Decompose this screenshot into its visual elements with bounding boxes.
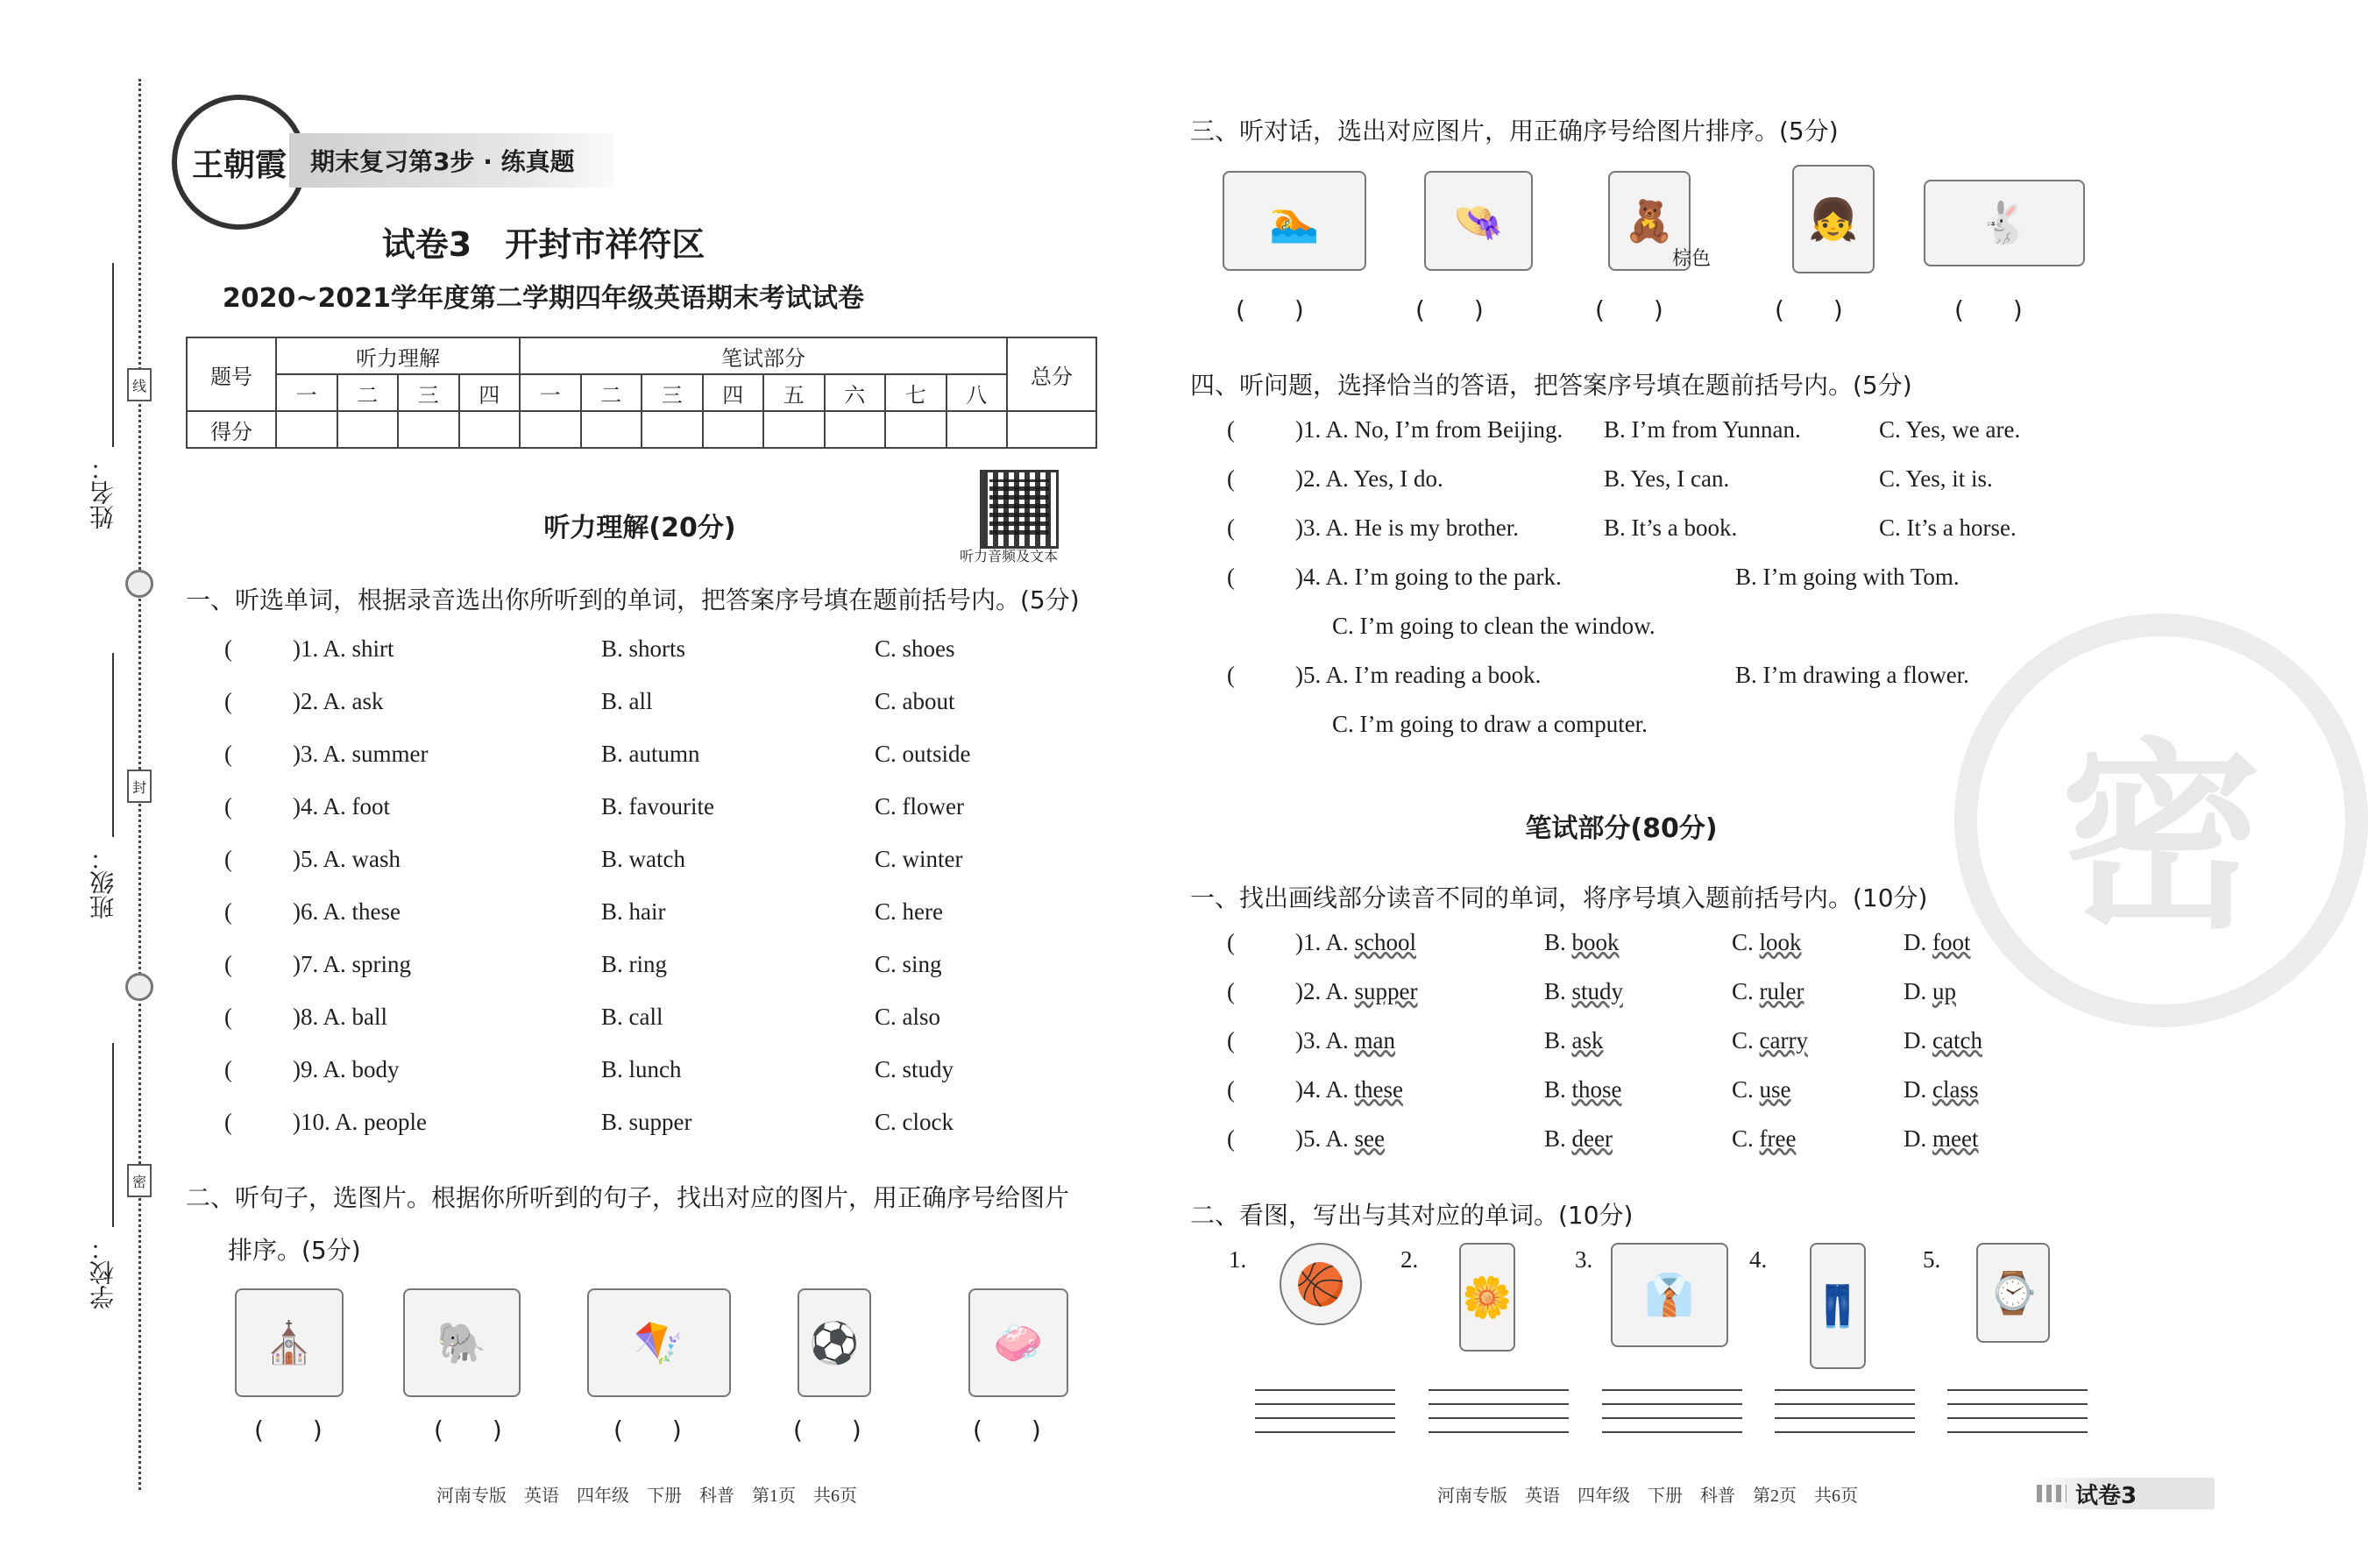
option-a: )2. A. supper <box>1295 978 1418 1004</box>
item-number: 5. <box>1923 1246 1941 1273</box>
class-field[interactable] <box>112 653 114 837</box>
kite-park-picture: 🪁 <box>587 1288 731 1397</box>
header-banner <box>289 133 613 188</box>
swimming-picture: 🏊 <box>1223 171 1366 271</box>
score-cell[interactable] <box>276 411 337 448</box>
part-header: 四 <box>459 374 521 411</box>
option-b: B. shorts <box>601 635 686 662</box>
answer-bracket[interactable]: ( <box>224 1109 232 1135</box>
answer-bracket[interactable]: ( <box>224 793 232 819</box>
binding-knot-icon <box>125 570 153 598</box>
score-cell[interactable] <box>520 411 581 448</box>
part-header: 一 <box>276 374 337 411</box>
answer-bracket[interactable]: ( ) <box>793 1415 861 1444</box>
writing-lines[interactable] <box>1255 1389 1395 1445</box>
binding-knot-icon <box>125 973 153 1001</box>
answer-bracket[interactable]: ( <box>1227 1125 1235 1152</box>
option-c: C. carry <box>1732 1027 1808 1054</box>
answer-bracket[interactable]: ( <box>1227 1076 1235 1103</box>
part-header: 八 <box>946 374 1008 411</box>
option-c: C. I’m going to draw a computer. <box>1332 711 1648 737</box>
name-label: 姓名： <box>89 456 117 529</box>
answer-bracket[interactable]: ( <box>1227 929 1235 955</box>
score-cell[interactable] <box>885 411 946 448</box>
option-b: B. Yes, I can. <box>1604 465 1730 492</box>
option-c: C. winter <box>875 846 963 872</box>
score-cell[interactable] <box>1007 411 1096 448</box>
option-c: C. here <box>875 898 943 925</box>
option-a: )6. A. these <box>293 898 401 925</box>
option-a: )2. A. Yes, I do. <box>1295 465 1443 492</box>
part-header: 五 <box>763 374 825 411</box>
shirt-picture: 👔 <box>1611 1243 1728 1347</box>
item-number: 3. <box>1575 1246 1593 1273</box>
option-b: B. lunch <box>601 1056 682 1082</box>
seal-mark: 密 <box>127 1164 152 1197</box>
listening-header: 听力理解 <box>276 337 520 374</box>
option-a: )4. A. these <box>1295 1076 1403 1103</box>
score-cell[interactable] <box>581 411 642 448</box>
option-c: C. use <box>1732 1076 1791 1103</box>
part-header: 三 <box>398 374 459 411</box>
answer-bracket[interactable]: ( ) <box>254 1415 323 1444</box>
answer-bracket[interactable]: ( <box>224 635 232 662</box>
answer-bracket[interactable]: ( <box>224 846 232 872</box>
watch-picture: ⌚ <box>1976 1243 2050 1343</box>
brand-logo <box>172 95 307 230</box>
answer-bracket[interactable]: ( <box>224 688 232 714</box>
option-b: B. I’m going with Tom. <box>1735 564 1960 590</box>
score-cell[interactable] <box>337 411 399 448</box>
option-c: C. study <box>875 1056 954 1082</box>
option-a: )5. A. see <box>1295 1125 1385 1152</box>
part1-instruction: 一、听选单词，根据录音选出你所听到的单词，把答案序号填在题前括号内。(5分) <box>186 585 1080 614</box>
answer-bracket[interactable]: ( ) <box>1236 295 1304 324</box>
confidential-watermark <box>1954 614 2368 1027</box>
option-c: C. I’m going to clean the window. <box>1332 613 1655 639</box>
option-a: )1. A. school <box>1295 929 1416 955</box>
col-label: 题号 <box>187 337 276 411</box>
page-title: 试卷3 开封市祥符区 <box>381 225 705 264</box>
writing-lines[interactable] <box>1947 1389 2088 1445</box>
writing-heading: 笔试部分(80分) <box>1525 813 1718 844</box>
option-c: C. shoes <box>875 635 955 662</box>
part4-instruction: 四、听问题，选择恰当的答语，把答案序号填在题前括号内。(5分) <box>1190 371 1912 400</box>
answer-bracket[interactable]: ( <box>1227 416 1235 443</box>
option-a: )1. A. shirt <box>293 635 394 662</box>
option-a: )8. A. ball <box>293 1004 387 1030</box>
option-b: B. I’m from Yunnan. <box>1604 416 1801 443</box>
score-cell[interactable] <box>703 411 764 448</box>
part-header: 四 <box>703 374 764 411</box>
watermark-text: 密 <box>2060 721 2262 956</box>
answer-bracket[interactable]: ( ) <box>1954 295 2023 324</box>
option-c: C. outside <box>875 741 971 767</box>
option-a: )7. A. spring <box>293 951 411 977</box>
option-b: B. ring <box>601 951 668 977</box>
boy-washing-picture: 🧼 <box>968 1288 1068 1397</box>
answer-bracket[interactable]: ( <box>224 1056 232 1082</box>
option-b: B. autumn <box>601 741 700 767</box>
option-b: B. supper <box>601 1109 692 1135</box>
paper-tag-text: 试卷3 <box>2075 1482 2138 1509</box>
teddy-bear-picture: 🧸 <box>1608 171 1691 271</box>
school-field[interactable] <box>112 1043 114 1227</box>
item-number: 2. <box>1400 1246 1419 1273</box>
flower-picture: 🌼 <box>1459 1243 1515 1352</box>
writing-part2-instruction: 二、看图，写出与其对应的单词。(10分) <box>1190 1201 1634 1230</box>
option-a: )3. A. man <box>1295 1027 1395 1054</box>
score-cell[interactable] <box>825 411 886 448</box>
score-label: 得分 <box>187 411 276 448</box>
writing-lines[interactable] <box>1429 1389 1569 1445</box>
option-a: )2. A. ask <box>293 688 384 714</box>
option-d: D. meet <box>1904 1125 1979 1152</box>
part-header: 一 <box>520 374 581 411</box>
option-b: B. call <box>601 1004 663 1030</box>
option-b: B. those <box>1544 1076 1622 1103</box>
writing-part1-instruction: 一、找出画线部分读音不同的单词，将序号填入题前括号内。(10分) <box>1190 883 1928 912</box>
tower-bridge-picture: ⛪ <box>235 1288 344 1397</box>
option-c: C. clock <box>875 1109 954 1135</box>
option-b: B. ask <box>1544 1027 1604 1054</box>
option-a: )4. A. I’m going to the park. <box>1295 564 1562 590</box>
option-d: D. catch <box>1904 1027 1982 1054</box>
option-b: B. book <box>1544 929 1620 955</box>
banner-text: 期末复习第3步 · 练真题 <box>310 147 575 176</box>
option-c: C. Yes, we are. <box>1879 416 2021 443</box>
answer-bracket[interactable]: ( <box>1227 978 1235 1004</box>
school-label: 学校： <box>89 1236 117 1309</box>
answer-bracket[interactable]: ( ) <box>1775 295 1843 324</box>
hat-picture: 👒 <box>1424 171 1533 271</box>
option-b: B. study <box>1544 978 1624 1004</box>
answer-bracket[interactable]: ( <box>224 898 232 925</box>
score-table <box>186 337 1097 449</box>
option-c: C. look <box>1732 929 1802 955</box>
part-header: 七 <box>885 374 946 411</box>
part-header: 二 <box>337 374 399 411</box>
girl-cooking-picture: 👧 <box>1792 165 1875 273</box>
option-b: B. I’m drawing a flower. <box>1735 662 1969 688</box>
part-header: 六 <box>825 374 886 411</box>
option-c: C. sing <box>875 951 942 977</box>
option-a: )5. A. wash <box>293 846 401 872</box>
answer-bracket[interactable]: ( <box>224 951 232 977</box>
qr-code[interactable] <box>980 470 1059 549</box>
writing-lines[interactable] <box>1602 1389 1742 1445</box>
option-d: D. foot <box>1904 929 1971 955</box>
answer-bracket[interactable]: ( ) <box>1415 295 1484 324</box>
answer-bracket[interactable]: ( ) <box>434 1415 502 1444</box>
option-b: B. deer <box>1544 1125 1613 1152</box>
answer-bracket[interactable]: ( <box>224 741 232 767</box>
answer-bracket[interactable]: ( <box>1227 564 1235 590</box>
qr-caption: 听力音频及文本 <box>960 548 1059 564</box>
option-a: )3. A. He is my brother. <box>1295 514 1519 541</box>
answer-bracket[interactable]: ( <box>1227 662 1235 688</box>
option-b: B. It’s a book. <box>1604 514 1738 541</box>
score-cell[interactable] <box>398 411 459 448</box>
part-header: 二 <box>581 374 642 411</box>
rabbits-picture: 🐇 <box>1924 180 2085 266</box>
listening-heading: 听力理解(20分) <box>543 513 736 543</box>
option-a: )9. A. body <box>293 1056 400 1082</box>
item-number: 1. <box>1229 1246 1247 1273</box>
option-c: C. ruler <box>1732 978 1804 1004</box>
option-d: D. class <box>1904 1076 1979 1103</box>
score-cell[interactable] <box>946 411 1008 448</box>
seal-mark: 线 <box>127 368 152 401</box>
answer-bracket[interactable]: ( <box>1227 514 1235 541</box>
answer-bracket[interactable]: ( ) <box>613 1415 682 1444</box>
option-a: )3. A. summer <box>293 741 429 767</box>
item-number: 4. <box>1749 1246 1768 1273</box>
page-subtitle: 2020~2021学年度第二学期四年级英语期末考试试卷 <box>222 283 865 314</box>
logo-text: 王朝霞 <box>191 145 287 183</box>
answer-bracket[interactable]: ( <box>1227 465 1235 492</box>
seal-mark: 封 <box>127 770 152 803</box>
basketball-picture: 🏀 <box>1280 1243 1362 1325</box>
option-c: C. Yes, it is. <box>1879 465 1993 492</box>
part-header: 三 <box>642 374 703 411</box>
option-a: )5. A. I’m reading a book. <box>1295 662 1542 688</box>
answer-bracket[interactable]: ( ) <box>973 1415 1041 1444</box>
score-cell[interactable] <box>642 411 703 448</box>
boy-ball-picture: ⚽ <box>798 1288 871 1397</box>
option-b: B. all <box>601 688 653 714</box>
class-label: 班级： <box>89 846 117 919</box>
answer-bracket[interactable]: ( <box>1227 1027 1235 1054</box>
option-d: D. up <box>1904 978 1956 1004</box>
option-c: C. free <box>1732 1125 1797 1152</box>
elephant-picture: 🐘 <box>403 1288 521 1397</box>
option-c: C. flower <box>875 793 964 819</box>
part3-instruction: 三、听对话，选出对应图片，用正确序号给图片排序。(5分) <box>1190 117 1839 145</box>
writing-header: 笔试部分 <box>520 337 1007 374</box>
paper-tag <box>2031 1478 2215 1509</box>
option-b: B. watch <box>601 846 685 872</box>
score-cell[interactable] <box>763 411 825 448</box>
option-a: )4. A. foot <box>293 793 390 819</box>
answer-bracket[interactable]: ( <box>224 1004 232 1030</box>
footer-right: 河南专版 英语 四年级 下册 科普 第2页 共6页 <box>1437 1486 1858 1506</box>
footer-left: 河南专版 英语 四年级 下册 科普 第1页 共6页 <box>436 1486 857 1506</box>
option-c: C. also <box>875 1004 941 1030</box>
option-a: )10. A. people <box>293 1109 427 1135</box>
option-c: C. It’s a horse. <box>1879 514 2017 541</box>
part2-instruction: 二、听句子，选图片。根据你所听到的句子，找出对应的图片，用正确序号给图片 <box>186 1183 1070 1212</box>
option-c: C. about <box>875 688 955 714</box>
score-cell[interactable] <box>459 411 521 448</box>
option-a: )1. A. No, I’m from Beijing. <box>1295 416 1563 443</box>
bear-color-label: 棕色 <box>1672 248 1712 270</box>
trousers-picture: 👖 <box>1810 1243 1866 1369</box>
option-b: B. favourite <box>601 793 714 819</box>
total-header: 总分 <box>1007 337 1096 411</box>
part2-instruction-cont: 排序。(5分) <box>228 1236 361 1265</box>
writing-lines[interactable] <box>1775 1389 1915 1445</box>
answer-bracket[interactable]: ( ) <box>1595 295 1663 324</box>
option-b: B. hair <box>601 898 666 925</box>
